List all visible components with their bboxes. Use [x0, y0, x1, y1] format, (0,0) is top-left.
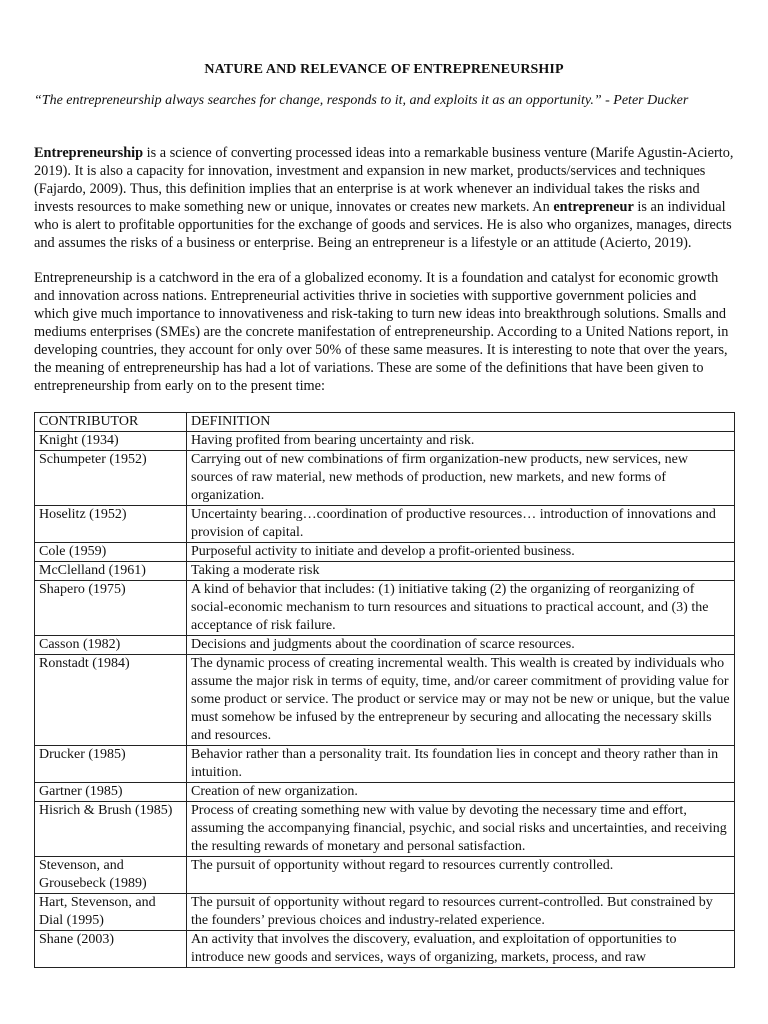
contributor-cell: Hoselitz (1952) [35, 506, 187, 543]
definition-cell: Uncertainty bearing…coordination of productive resources… introduction of innovations and provision of capital. [187, 506, 735, 543]
contributor-cell: Schumpeter (1952) [35, 451, 187, 506]
definition-cell: Having profited from bearing uncertainty and risk. [187, 432, 735, 451]
contributor-cell: Hisrich & Brush (1985) [35, 802, 187, 857]
table-row [35, 857, 735, 894]
table-row [35, 783, 735, 802]
contributor-cell: Shane (2003) [35, 931, 187, 968]
definition-cell: Behavior rather than a personality trait. Its foundation lies in concept and theory rather than in intuition. [187, 746, 735, 783]
paragraph-definition-text-1: is a science of converting processed ideas into a remarkable business venture (Marife Agustin-Acierto, 2019). It is also a capacity for innovation, investment and expansion in new market, products/services and techniques (Fajardo, 2009). Thus, this definition implies that an enterprise is at work whenever an individual takes the risks and invests resources to make something new or unique, innovates or creates new markets. An [34, 145, 734, 215]
contributor-cell: Drucker (1985) [35, 746, 187, 783]
definitions-table [34, 412, 735, 968]
definition-cell: The pursuit of opportunity without regard to resources currently controlled. [187, 857, 735, 894]
contributor-cell: Shapero (1975) [35, 581, 187, 636]
table-row [35, 636, 735, 655]
definition-cell: Decisions and judgments about the coordination of scarce resources. [187, 636, 735, 655]
table-row [35, 655, 735, 746]
contributor-cell: McClelland (1961) [35, 562, 187, 581]
contributor-cell: Knight (1934) [35, 432, 187, 451]
table-header-row [35, 413, 735, 432]
paragraph-context: Entrepreneurship is a catchword in the era of a globalized economy. It is a foundation and catalyst for economic growth and innovation across nations. Entrepreneurial activities thrive in societies with supportive government policies and which give much importance to innovativeness and risk-taking to turn new ideas into breakthrough solutions. Smalls and mediums enterprises (SMEs) are the concrete manifestation of entrepreneurship. According to a United Nations report, in developing countries, they account for only over 50% of these same measures. It is interesting to note that over the years, the meaning of entrepreneurship has had a lot of variations. These are some of the definitions that have been given to entrepreneurship from early on to the present time: [34, 270, 729, 394]
header-contributor: CONTRIBUTOR [35, 413, 187, 432]
document-title: NATURE AND RELEVANCE OF ENTREPRENEURSHIP [204, 62, 564, 77]
table-row [35, 451, 735, 506]
header-definition: DEFINITION [187, 413, 735, 432]
definition-cell: Taking a moderate risk [187, 562, 735, 581]
contributor-cell: Hart, Stevenson, and Dial (1995) [35, 894, 187, 931]
table-row [35, 543, 735, 562]
definition-cell: An activity that involves the discovery, evaluation, and exploitation of opportunities to introduce new goods and services, ways of organizing, markets, process, and raw [187, 931, 735, 968]
table-row [35, 802, 735, 857]
definition-cell: Carrying out of new combinations of firm organization-new products, new services, new sources of raw material, new methods of production, new markets, and new forms of organization. [187, 451, 735, 506]
contributor-cell: Cole (1959) [35, 543, 187, 562]
definition-cell: Process of creating something new with value by devoting the necessary time and effort, assuming the accompanying financial, psychic, and social risks and uncertainties, and receiving the resulting rewards of monetary and personal satisfaction. [187, 802, 735, 857]
contributor-cell: Casson (1982) [35, 636, 187, 655]
table-row [35, 931, 735, 968]
term-entrepreneurship: Entrepreneurship [34, 145, 144, 161]
contributor-cell: Stevenson, and Grousebeck (1989) [35, 857, 187, 894]
definition-cell: The dynamic process of creating incremental wealth. This wealth is created by individuals who assume the major risk in terms of equity, time, and/or career commitment of providing value for some product or service. The product or service may or may not be new or unique, but the value must somehow be infused by the entrepreneur by securing and allocating the necessary skills and resources. [187, 655, 735, 746]
opening-quote: “The entrepreneurship always searches for change, responds to it, and exploits it as an opportunity.” - Peter Ducker [34, 93, 689, 108]
paragraph-definition-text-2: is an individual who is alert to profitable opportunities for the exchange of goods and services. He is also who organizes, manages, directs and assumes the risks of a business or enterprise. Being an entrepreneur is a lifestyle or an attitude (Acierto, 2019). [34, 199, 732, 251]
definition-cell: A kind of behavior that includes: (1) initiative taking (2) the organizing of reorganizing of social-economic mechanism to turn resources and situations to practical account, and (3) the acceptance of risk failure. [187, 581, 735, 636]
definition-cell: Creation of new organization. [187, 783, 735, 802]
definition-cell: Purposeful activity to initiate and develop a profit-oriented business. [187, 543, 735, 562]
contributor-cell: Ronstadt (1984) [35, 655, 187, 746]
table-row [35, 506, 735, 543]
table-row [35, 581, 735, 636]
table-row [35, 894, 735, 931]
table-row [35, 562, 735, 581]
table-row [35, 432, 735, 451]
contributor-cell: Gartner (1985) [35, 783, 187, 802]
term-entrepreneur: entrepreneur [553, 199, 634, 215]
paragraph-definition [34, 144, 734, 252]
definition-cell: The pursuit of opportunity without regard to resources current-controlled. But constrained by the founders’ previous choices and industry-related experience. [187, 894, 735, 931]
table-row [35, 746, 735, 783]
